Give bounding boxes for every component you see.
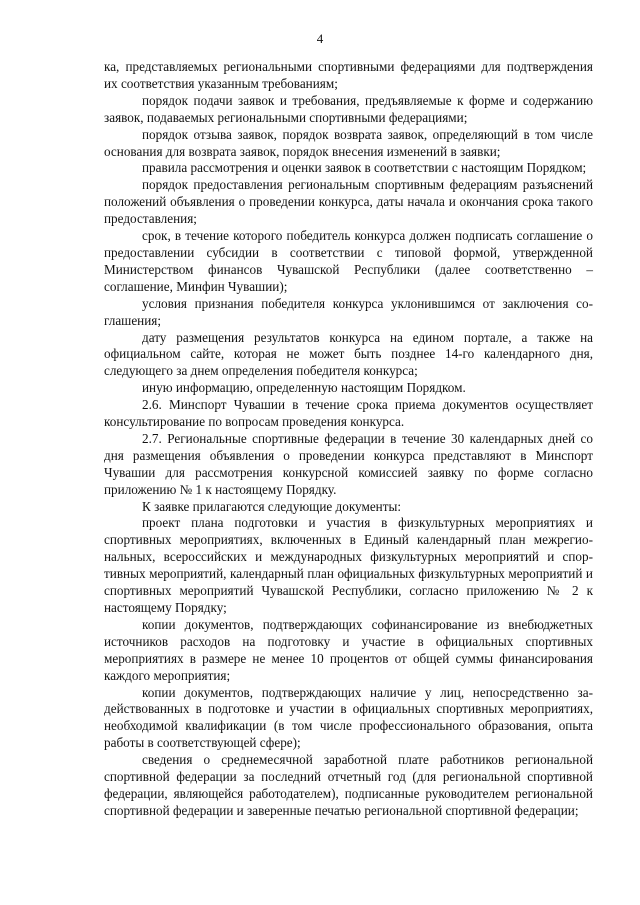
paragraph: ка, представляемых региональными спортивными федерациями для подтверждения их соответствия указанным требованиям; <box>104 59 593 91</box>
document-body <box>104 59 593 820</box>
paragraph: копии документов, подтверждающих наличие у лиц, непосредственно задействованных в подготовке и участии в официальных спортивных мероприятиях, необходимой квалификации (в том числе профессионального образования, опыта работы в соответствующей сфере); <box>104 684 593 751</box>
paragraph: порядок отзыва заявок, порядок возврата заявок, определяющий в том числе основания для возврата заявок, порядок внесения изменений в заявки; <box>104 126 593 159</box>
paragraph: копии документов, подтверждающих софинансирование из внебюджетных источников расходов на подготовку и участие в официальных спортивных мероприятиях в размере не менее 10 процентов от общей суммы финансирования каждого мероприятия; <box>104 616 593 683</box>
paragraph: проект плана подготовки и участия в физкультурных мероприятиях и спортивных мероприятиях, включенных в Единый календарный план межрегиональных, всероссийских и международных физкультурных мероприятий и спортивных мероприятий, календарный план официальных физкультурных мероприятий и спортивных мероприятий Чувашской Республики, согласно приложению № 2 к настоящему Порядку; <box>104 515 593 615</box>
paragraph: 2.7. Региональные спортивные федерации в течение 30 календарных дней со дня размещения объявления о проведении конкурса представляют в Минспорт Чувашии для рассмотрения конкурсной комиссией заявку по форме согласно приложению № 1 к настоящему Порядку. <box>104 430 593 497</box>
paragraph: порядок предоставления региональным спортивным федерациям разъяснений положений объявления о проведении конкурса, даты начала и окончания срока такого предоставления; <box>104 177 593 227</box>
paragraph: срок, в течение которого победитель конкурса должен подписать соглашение о предоставлении субсидии в соответствии с типовой формой, утвержденной Министерством финансов Чувашской Республики (далее соответственно – соглашение, Минфин Чувашии); <box>104 228 593 294</box>
paragraph: дату размещения результатов конкурса на едином портале, а также на официальном сайте, которая не может быть позднее 14-го календарного дня, следующего за днем определения победителя конкурса; <box>104 329 593 379</box>
paragraph: иную информацию, определенную настоящим Порядком. <box>142 380 466 396</box>
paragraph: сведения о среднемесячной заработной плате работников региональной спортивной федерации за последний отчетный год (для региональной спортивной федерации, являющейся работодателем), подписанные руководителем региональной спортивной федерации и заверенные печатью региональной спортивной федерации; <box>104 752 593 818</box>
paragraph: порядок подачи заявок и требования, предъявляемые к форме и содержанию заявок, подаваемых региональными спортивными федерациями; <box>104 92 593 125</box>
paragraph: условия признания победителя конкурса уклонившимся от заключения соглашения; <box>104 295 593 328</box>
paragraph: 2.6. Минспорт Чувашии в течение срока приема документов осуществляет консультирование по вопросам проведения конкурса. <box>104 397 593 430</box>
paragraph: К заявке прилагаются следующие документы: <box>142 498 402 514</box>
page-number: 4 <box>316 31 324 46</box>
paragraph: правила рассмотрения и оценки заявок в соответствии с настоящим Порядком; <box>142 160 587 176</box>
